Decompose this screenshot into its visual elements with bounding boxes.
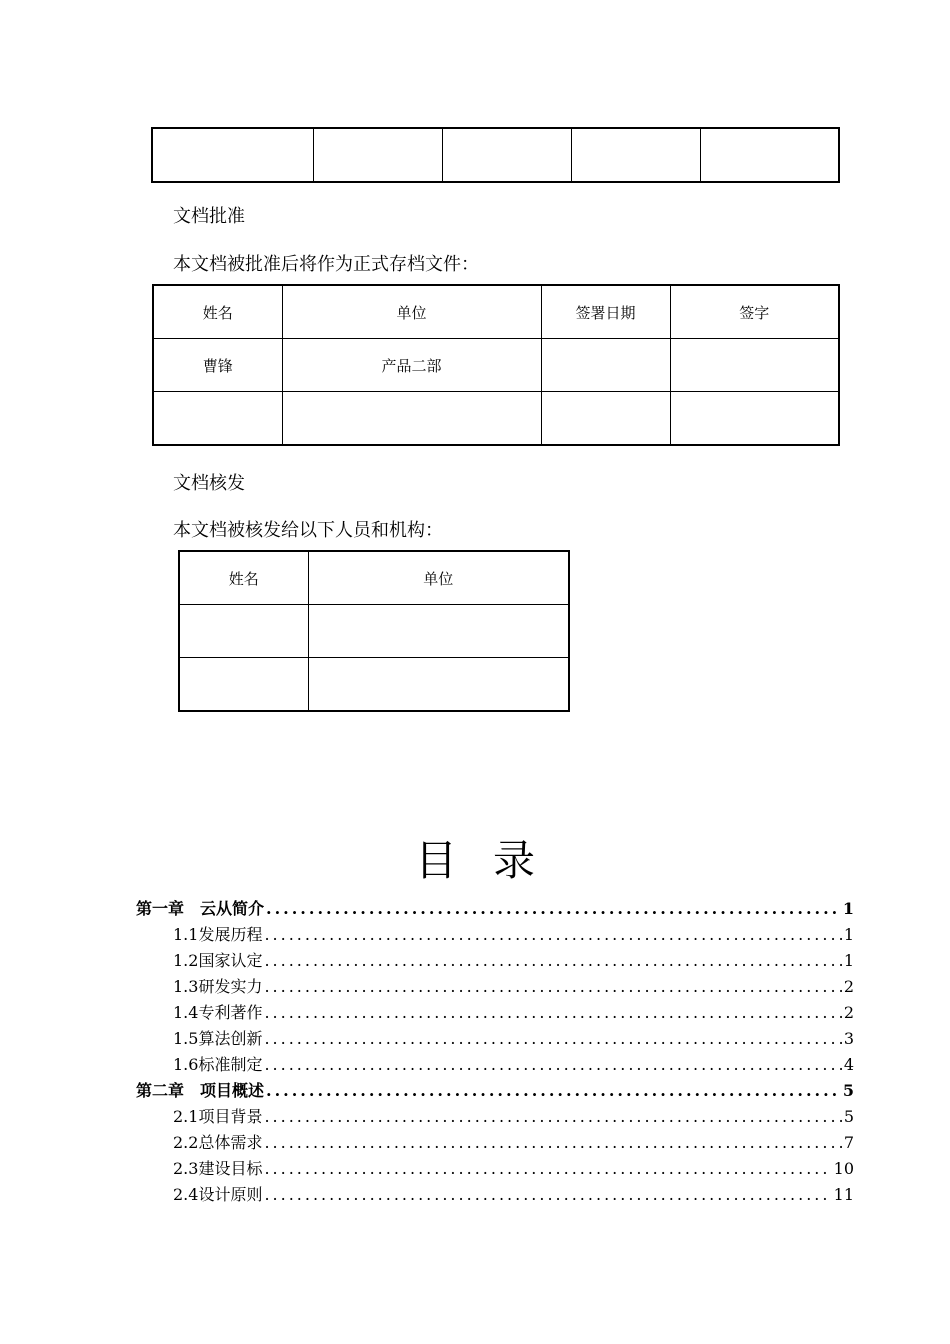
toc-page-number: 1 xyxy=(842,899,854,918)
toc-section-entry[interactable] xyxy=(173,1052,854,1078)
cell-signature xyxy=(670,392,839,446)
toc-leader-dots xyxy=(264,1133,841,1152)
toc-page-number: 10 xyxy=(833,1159,854,1178)
toc-page-number: 2 xyxy=(843,1003,854,1022)
table-row xyxy=(179,658,569,712)
toc-leader-dots xyxy=(266,1081,841,1100)
table-cell xyxy=(313,128,442,182)
toc-section-entry[interactable] xyxy=(173,974,854,1000)
toc-page-number: 1 xyxy=(843,925,854,944)
toc-section-entry[interactable] xyxy=(173,1104,854,1130)
toc-page-number: 2 xyxy=(843,977,854,996)
toc-entry-label: 2.4设计原则 xyxy=(173,1185,263,1204)
cell-name xyxy=(179,658,308,712)
toc-leader-dots xyxy=(264,1185,831,1204)
toc-section-entry[interactable] xyxy=(173,948,854,974)
toc-entry-label: 1.5算法创新 xyxy=(173,1029,263,1048)
cell-name xyxy=(179,605,308,658)
header-name: 姓名 xyxy=(179,551,308,605)
cell-unit xyxy=(308,658,569,712)
toc-leader-dots xyxy=(264,977,841,996)
header-unit: 单位 xyxy=(308,551,569,605)
cell-name xyxy=(153,392,282,446)
table-header-row xyxy=(153,285,839,339)
toc-leader-dots xyxy=(264,1003,841,1022)
cell-unit xyxy=(308,605,569,658)
toc-entry-label: 1.3研发实力 xyxy=(173,977,263,996)
toc-leader-dots xyxy=(264,951,841,970)
toc-section-entry[interactable] xyxy=(173,1182,854,1208)
table-row xyxy=(153,339,839,392)
header-unit: 单位 xyxy=(282,285,541,339)
cell-sign-date xyxy=(541,392,670,446)
toc-section-entry[interactable] xyxy=(173,922,854,948)
toc-entry-label: 1.1发展历程 xyxy=(173,925,263,944)
toc-entry-label: 第一章 云从简介 xyxy=(136,899,265,918)
toc-chapter-entry[interactable] xyxy=(136,896,854,922)
cell-unit xyxy=(282,392,541,446)
toc-page-number: 7 xyxy=(843,1133,854,1152)
header-name: 姓名 xyxy=(153,285,282,339)
header-sign-date: 签署日期 xyxy=(541,285,670,339)
header-signature: 签字 xyxy=(670,285,839,339)
cell-unit: 产品二部 xyxy=(282,339,541,392)
toc-page-number: 1 xyxy=(843,951,854,970)
toc-leader-dots xyxy=(264,925,841,944)
toc-entry-label: 2.1项目背景 xyxy=(173,1107,263,1126)
table-header-row xyxy=(179,551,569,605)
approval-intro: 本文档被批准后将作为正式存档文件： xyxy=(173,254,479,275)
approval-table xyxy=(152,284,840,446)
table-cell xyxy=(571,128,700,182)
table-row xyxy=(153,392,839,446)
toc-entry-label: 1.2国家认定 xyxy=(173,951,263,970)
distribution-table xyxy=(178,550,570,712)
toc-section-entry[interactable] xyxy=(173,1026,854,1052)
toc-leader-dots xyxy=(264,1159,831,1178)
table-cell xyxy=(700,128,839,182)
table-cell xyxy=(152,128,313,182)
toc-chapter-entry[interactable] xyxy=(136,1078,854,1104)
toc-page-number: 11 xyxy=(833,1185,854,1204)
cell-name: 曹锋 xyxy=(153,339,282,392)
toc-section-entry[interactable] xyxy=(173,1156,854,1182)
toc-leader-dots xyxy=(266,899,841,918)
toc-page-number: 4 xyxy=(843,1055,854,1074)
toc-title: 目录 xyxy=(414,836,571,885)
toc-leader-dots xyxy=(264,1055,841,1074)
table-row xyxy=(179,605,569,658)
distribution-heading: 文档核发 xyxy=(173,473,245,494)
revision-table xyxy=(151,127,840,183)
table-row xyxy=(152,128,839,182)
distribution-intro: 本文档被核发给以下人员和机构： xyxy=(173,520,443,541)
table-cell xyxy=(442,128,571,182)
approval-heading: 文档批准 xyxy=(173,206,245,227)
toc-leader-dots xyxy=(264,1107,841,1126)
toc-page-number: 5 xyxy=(842,1081,854,1100)
toc-entry-label: 第二章 项目概述 xyxy=(136,1081,265,1100)
cell-sign-date xyxy=(541,339,670,392)
toc-entry-label: 2.3建设目标 xyxy=(173,1159,263,1178)
toc-page-number: 5 xyxy=(843,1107,854,1126)
toc-entry-label: 1.4专利著作 xyxy=(173,1003,263,1022)
toc-section-entry[interactable] xyxy=(173,1130,854,1156)
toc-entry-label: 2.2总体需求 xyxy=(173,1133,263,1152)
cell-signature xyxy=(670,339,839,392)
toc-entry-label: 1.6标准制定 xyxy=(173,1055,263,1074)
toc-leader-dots xyxy=(264,1029,841,1048)
toc-section-entry[interactable] xyxy=(173,1000,854,1026)
toc-page-number: 3 xyxy=(843,1029,854,1048)
